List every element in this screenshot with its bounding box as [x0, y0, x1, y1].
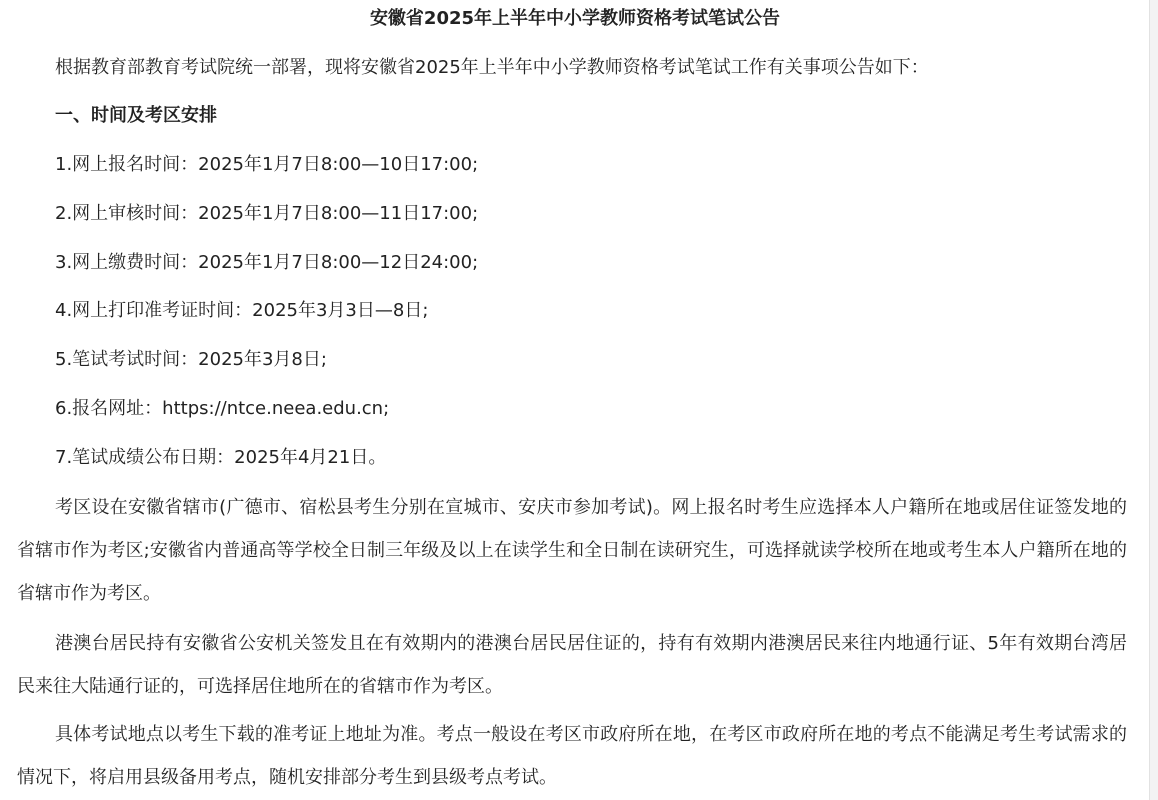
section-heading-time-and-area: 一、时间及考区安排: [55, 105, 217, 126]
announcement-title: 安徽省2025年上半年中小学教师资格考试笔试公告: [369, 8, 781, 29]
list-item-admission-ticket-time: 4.网上打印准考证时间：2025年3月3日—8日;: [55, 300, 429, 321]
paragraph-exam-venue: 具体考试地点以考生下载的准考证上地址为准。考点一般设在考区市政府所在地，在考区市政府所在地的考点不能满足考生考试需求的情况下，将启用县级备用考点，随机安排部分考生到县级考点考试。: [17, 724, 1127, 788]
list-item-registration-time: 1.网上报名时间：2025年1月7日8:00—10日17:00;: [55, 154, 479, 175]
list-item-exam-date: 5.笔试考试时间：2025年3月8日;: [55, 349, 327, 370]
paragraph-hk-macau-taiwan: 港澳台居民持有安徽省公安机关签发且在有效期内的港澳台居民居住证的，持有有效期内港澳居民来往内地通行证、5年有效期台湾居民来往大陆通行证的，可选择居住地所在的省辖市作为考区。: [17, 633, 1127, 697]
list-item-review-time: 2.网上审核时间：2025年1月7日8:00—11日17:00;: [55, 203, 479, 224]
page-right-edge: [1149, 0, 1158, 800]
intro-paragraph: 根据教育部教育考试院统一部署，现将安徽省2025年上半年中小学教师资格考试笔试工作有关事项公告如下：: [55, 57, 929, 78]
paragraph-exam-area: 考区设在安徽省辖市(广德市、宿松县考生分别在宣城市、安庆市参加考试)。网上报名时考生应选择本人户籍所在地或居住证签发地的省辖市作为考区;安徽省内普通高等学校全日制三年级及以上在读学生和全日制在读研究生，可选择就读学校所在地或考生本人户籍所在地的省辖市作为考区。: [17, 497, 1127, 604]
list-item-registration-website: 6.报名网址：https://ntce.neea.edu.cn;: [55, 398, 390, 419]
list-item-payment-time: 3.网上缴费时间：2025年1月7日8:00—12日24:00;: [55, 252, 479, 273]
list-item-score-release-date: 7.笔试成绩公布日期：2025年4月21日。: [55, 447, 387, 468]
